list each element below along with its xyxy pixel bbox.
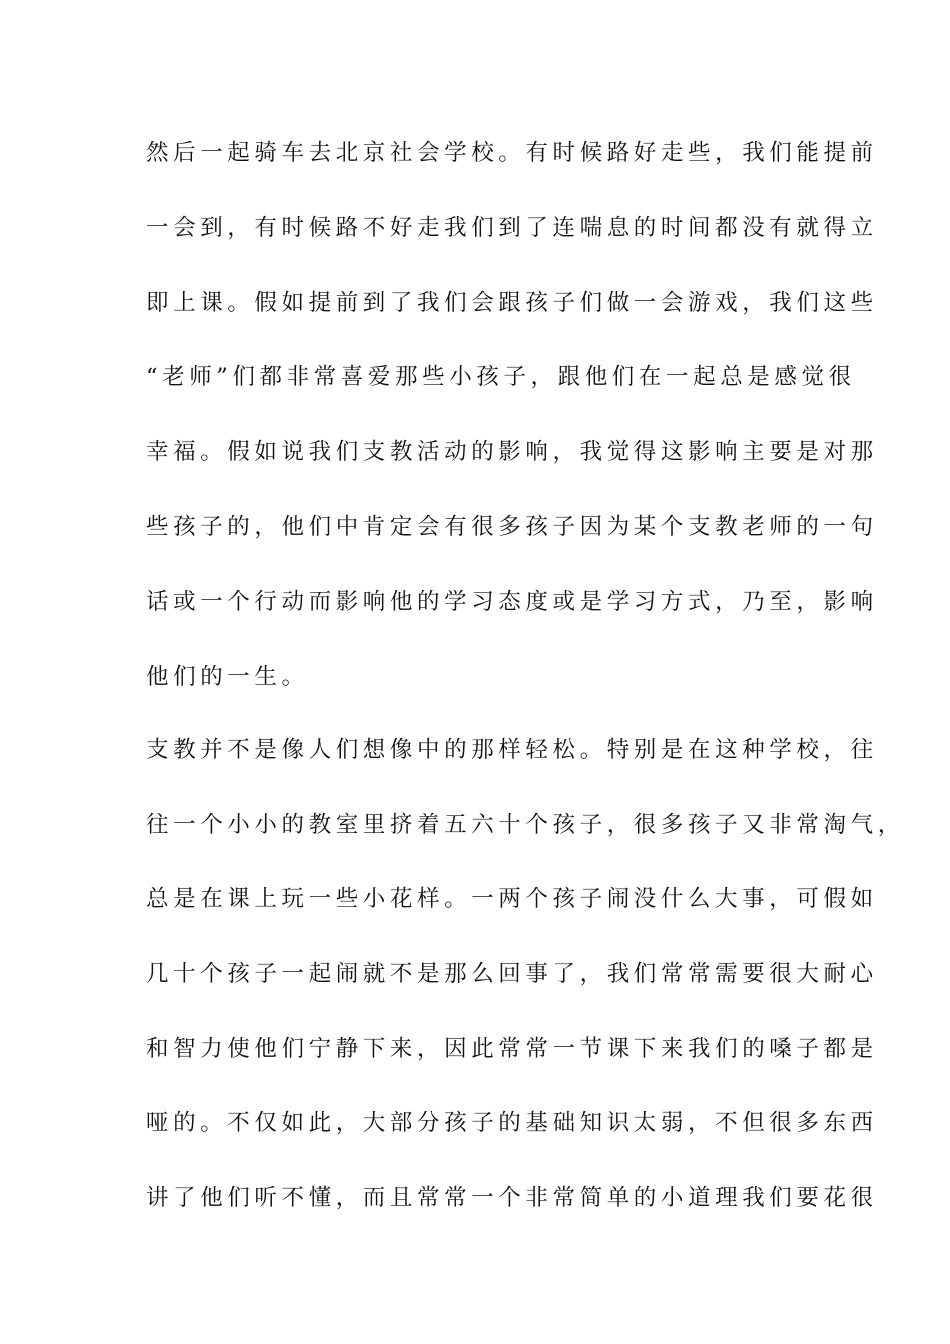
text-line: 和智力使他们宁静下来，因此常常一节课下来我们的嗓子都是 — [146, 1036, 878, 1062]
text-line: 支教并不是像人们想像中的那样轻松。特别是在这种学校，往 — [146, 737, 878, 763]
text-line: “老师”们都非常喜爱那些小孩子，跟他们在一起总是感觉很 — [146, 364, 856, 390]
text-line: 总是在课上玩一些小花样。一两个孩子闹没什么大事，可假如 — [146, 886, 878, 912]
text-line: 哑的。不仅如此，大部分孩子的基础知识太弱，不但很多东西 — [146, 1110, 878, 1136]
text-line: 他们的一生。 — [146, 664, 309, 690]
text-line: 话或一个行动而影响他的学习态度或是学习方式，乃至，影响 — [146, 589, 878, 615]
text-line: 几十个孩子一起闹就不是那么回事了，我们常常需要很大耐心 — [146, 961, 878, 987]
text-line: 些孩子的，他们中肯定会有很多孩子因为某个支教老师的一句 — [146, 514, 878, 540]
text-line: 幸福。假如说我们支教活动的影响，我觉得这影响主要是对那 — [146, 439, 878, 465]
text-line: 往一个小小的教室里挤着五六十个孩子，很多孩子又非常淘气， — [146, 812, 905, 838]
text-line: 然后一起骑车去北京社会学校。有时候路好走些，我们能提前 — [146, 140, 878, 166]
text-line: 讲了他们听不懂，而且常常一个非常简单的小道理我们要花很 — [146, 1185, 878, 1211]
text-line: 即上课。假如提前到了我们会跟孩子们做一会游戏，我们这些 — [146, 290, 878, 316]
text-line: 一会到，有时候路不好走我们到了连喘息的时间都没有就得立 — [146, 215, 878, 241]
